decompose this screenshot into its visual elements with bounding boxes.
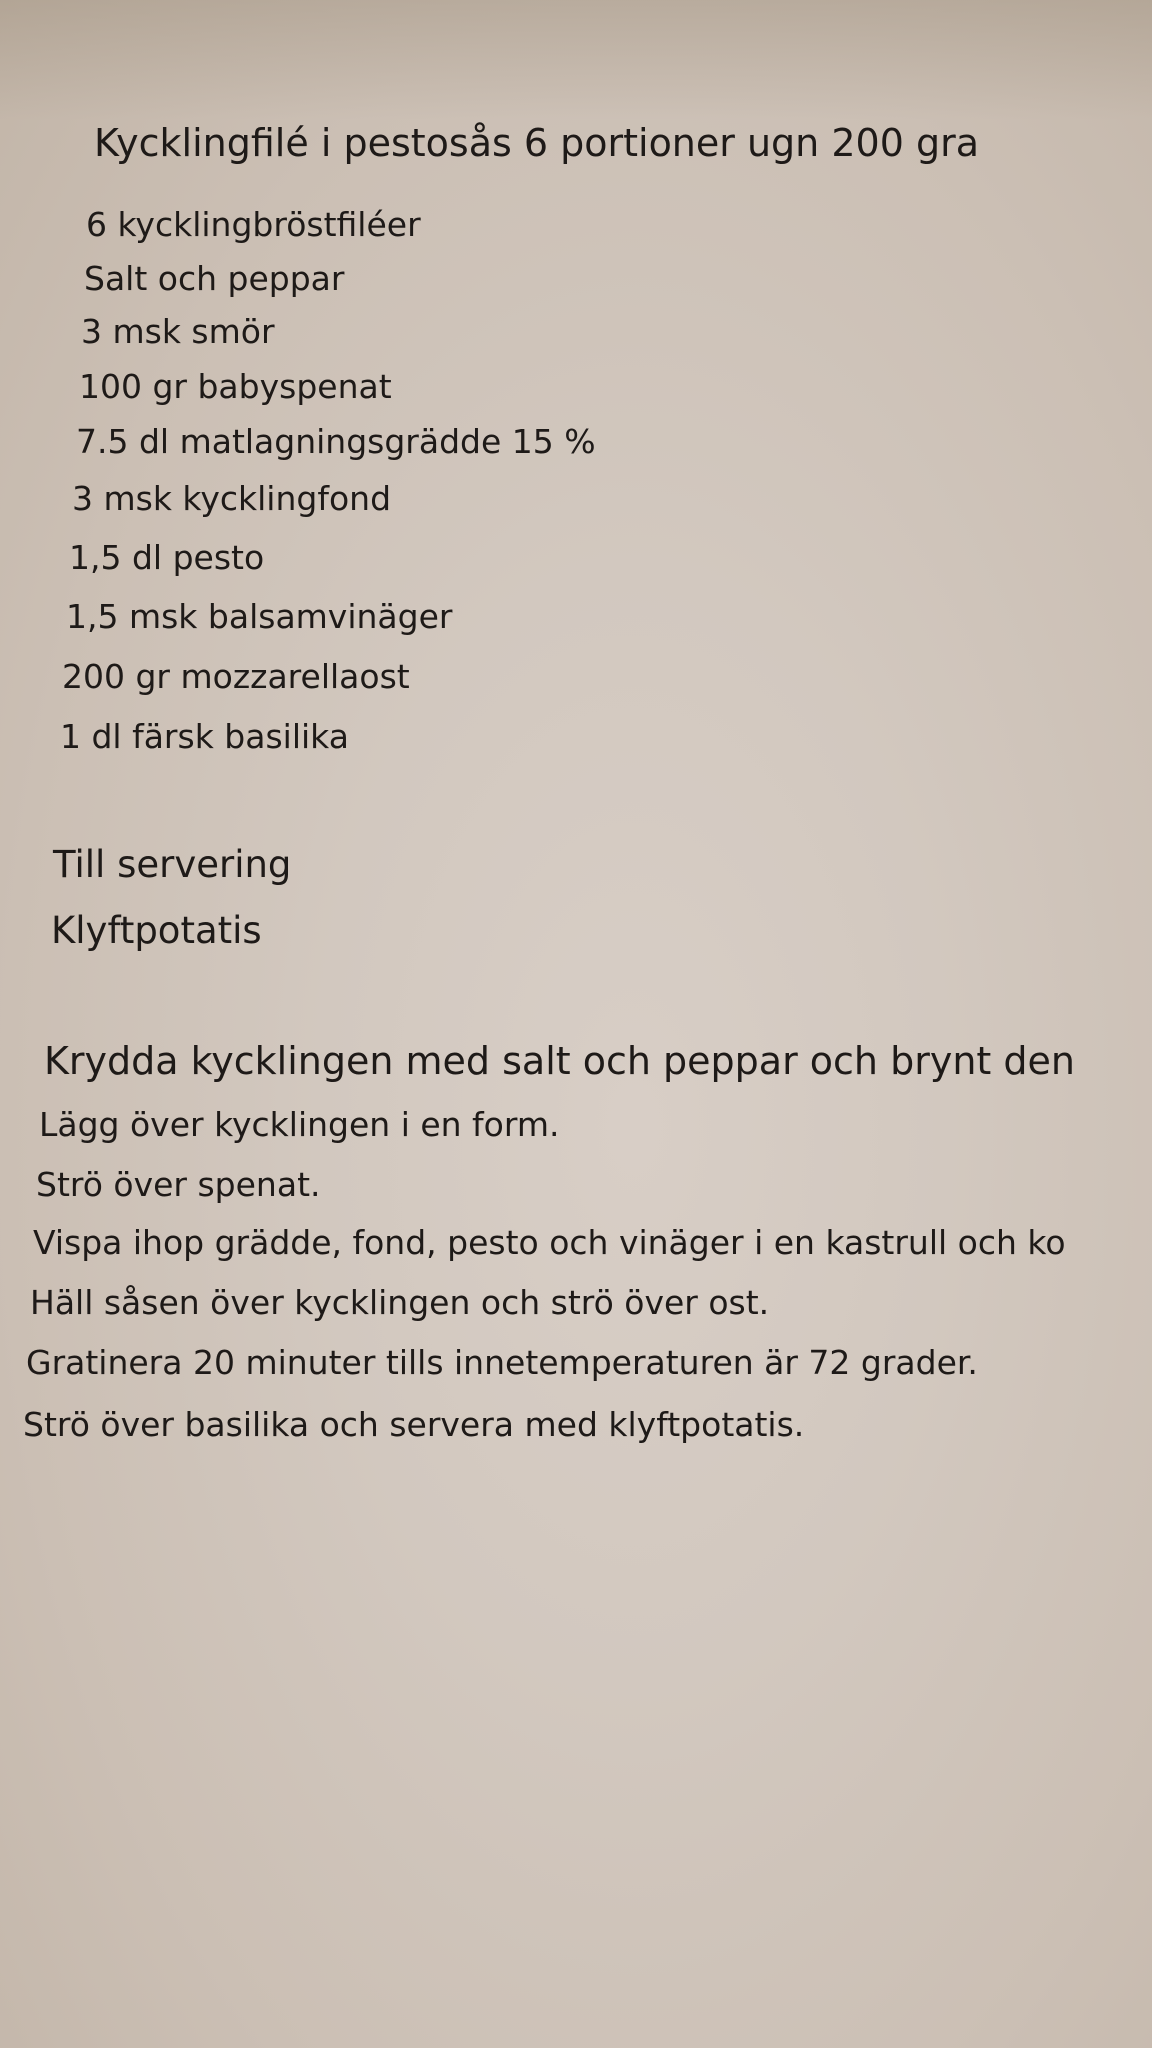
ingredient-item: 200 gr mozzarellaost	[62, 657, 410, 696]
instruction-step: Häll såsen över kycklingen och strö över ost.	[30, 1283, 770, 1322]
ingredient-item: 1,5 msk balsamvinäger	[66, 597, 453, 636]
ingredient-item: 1 dl färsk basilika	[60, 717, 349, 756]
instruction-step: Gratinera 20 minuter tills innetemperaturen är 72 grader.	[26, 1343, 978, 1382]
instruction-step: Vispa ihop grädde, fond, pesto och vinäger i en kastrull och ko	[33, 1223, 1066, 1262]
ingredient-item: Salt och peppar	[84, 259, 345, 298]
ingredient-item: 3 msk kycklingfond	[72, 479, 392, 518]
instruction-step: Strö över spenat.	[36, 1165, 321, 1204]
serving-item: Klyftpotatis	[51, 909, 262, 952]
ingredient-item: 6 kycklingbröstfiléer	[86, 205, 421, 244]
instruction-step: Strö över basilika och servera med klyftpotatis.	[23, 1405, 805, 1444]
ingredient-item: 3 msk smör	[81, 312, 275, 351]
instruction-step: Lägg över kycklingen i en form.	[39, 1105, 560, 1144]
ingredient-item: 100 gr babyspenat	[79, 367, 392, 406]
recipe-title: Kycklingfilé i pestosås 6 portioner ugn 200 gra	[94, 121, 979, 165]
paper-shadow	[0, 0, 1152, 120]
ingredient-item: 7.5 dl matlagningsgrädde 15 %	[76, 422, 596, 461]
instruction-step: Krydda kycklingen med salt och peppar och brynt den	[44, 1039, 1075, 1083]
serving-heading: Till servering	[53, 843, 292, 886]
ingredient-item: 1,5 dl pesto	[69, 538, 265, 577]
